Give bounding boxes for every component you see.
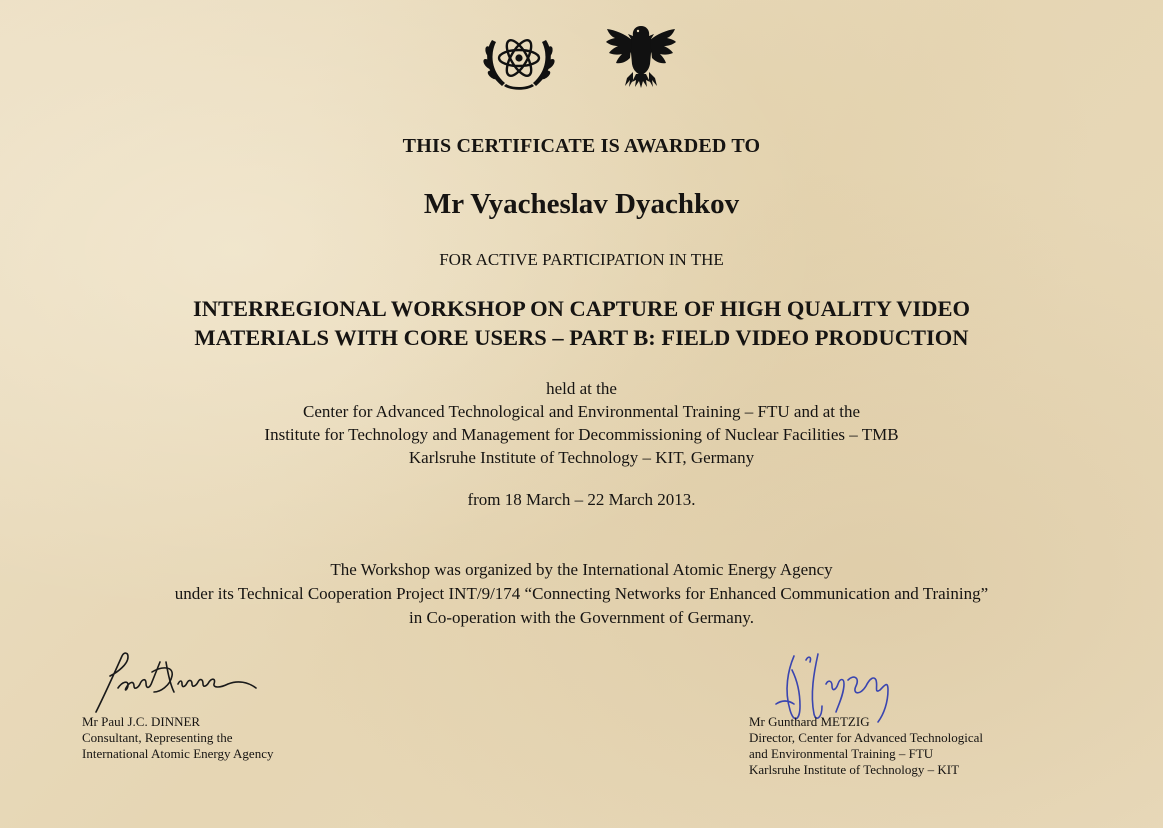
signatory-left-name: Mr Paul J.C. DINNER <box>82 714 201 729</box>
venue-line: Karlsruhe Institute of Technology – KIT, Germany <box>408 448 755 467</box>
workshop-title-line: INTERREGIONAL WORKSHOP ON CAPTURE OF HIGH QUALITY VIDEO <box>193 296 970 321</box>
venue-line: Center for Advanced Technological and Environmental Training – FTU and at the <box>302 402 860 421</box>
organizer-line: under its Technical Cooperation Project INT/9/174 “Connecting Networks for Enhanced Communication and Training” <box>174 584 989 603</box>
iaea-emblem-icon <box>478 22 560 96</box>
signatory-left-title: Consultant, Representing the <box>82 730 233 745</box>
signatory-left <box>82 714 273 762</box>
signatory-right <box>749 714 983 778</box>
workshop-dates: from 18 March – 22 March 2013. <box>467 490 696 509</box>
signatory-right-name: Mr Gunthard METZIG <box>749 714 870 729</box>
signatory-right-organization: Karlsruhe Institute of Technology – KIT <box>749 762 960 777</box>
recipient-name: Mr Vyacheslav Dyachkov <box>423 188 740 220</box>
venue-line: held at the <box>546 379 617 398</box>
organizer-line: The Workshop was organized by the International Atomic Energy Agency <box>330 560 833 579</box>
venue-line: Institute for Technology and Management for Decommissioning of Nuclear Facilities – TMB <box>264 425 899 444</box>
organizer-line: in Co-operation with the Government of Germany. <box>409 608 754 627</box>
participation-line: FOR ACTIVE PARTICIPATION IN THE <box>439 250 724 269</box>
german-eagle-icon <box>603 20 679 92</box>
venue-block <box>0 377 1163 469</box>
signature-left <box>88 648 268 716</box>
organizer-block <box>0 558 1163 630</box>
signatory-right-title-cont: and Environmental Training – FTU <box>749 746 934 761</box>
signatory-left-organization: International Atomic Energy Agency <box>82 746 274 761</box>
workshop-title-line: MATERIALS WITH CORE USERS – PART B: FIELD VIDEO PRODUCTION <box>194 325 969 350</box>
signatory-right-title: Director, Center for Advanced Technological <box>749 730 984 745</box>
workshop-title <box>0 294 1163 352</box>
awarded-heading: THIS CERTIFICATE IS AWARDED TO <box>402 135 761 157</box>
